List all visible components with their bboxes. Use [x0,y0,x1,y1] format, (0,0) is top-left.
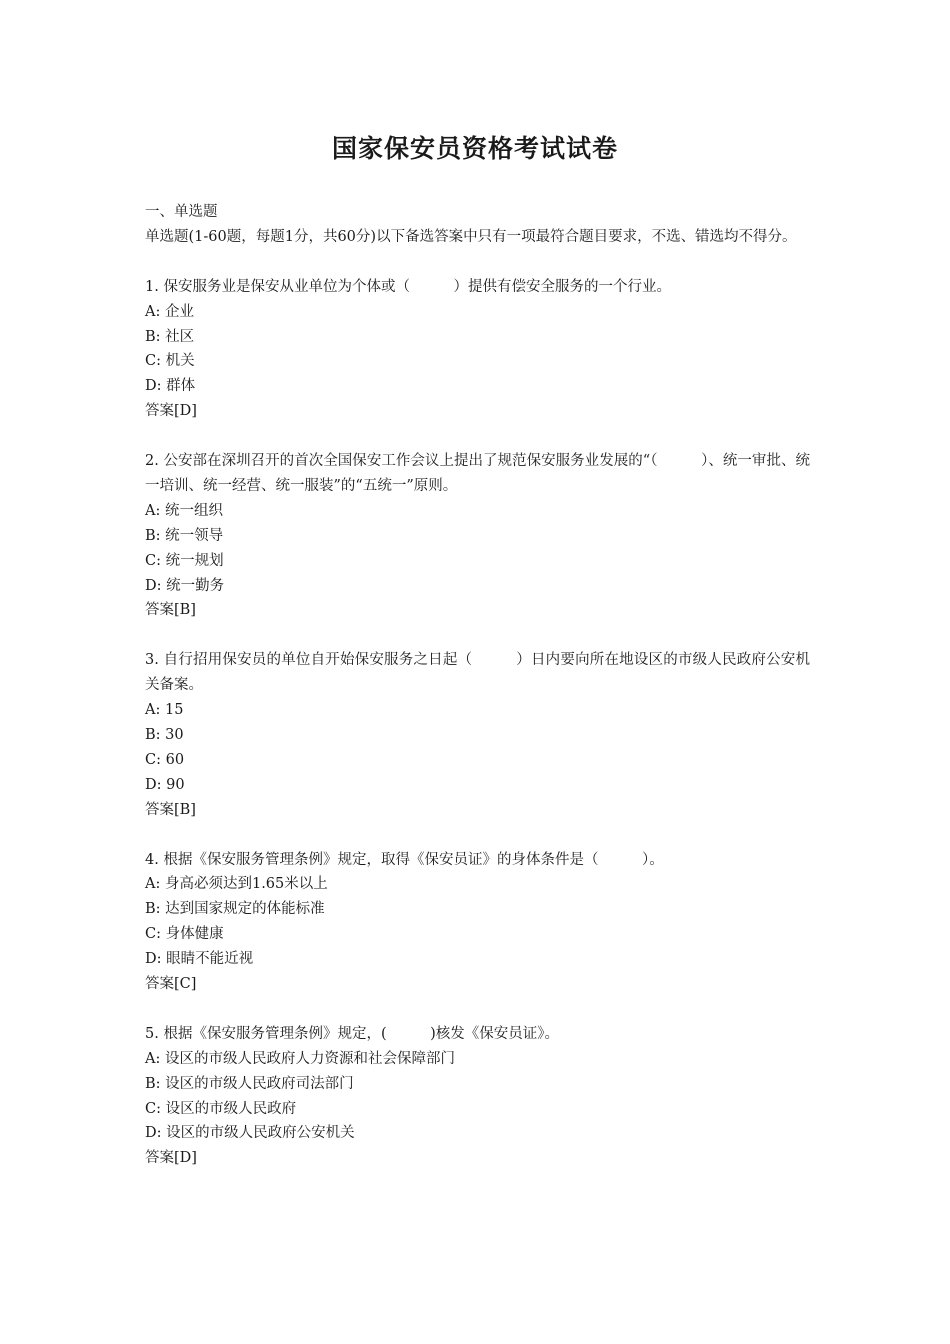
spacer [145,250,810,275]
question-stem: 4. 根据《保安服务管理条例》规定，取得《保安员证》的身体条件是（ ）。 [145,851,664,868]
document-title: 国家保安员资格考试试卷 [331,134,618,163]
question-stem: 1. 保安服务业是保安从业单位为个体或（ ）提供有偿安全服务的一个行业。 [145,278,671,295]
answer-line: 答案[D] [145,1150,197,1167]
question-block [145,1022,810,1171]
section-heading: 一、单选题 [145,204,218,220]
option-d: D: 统一勤务 [145,577,225,594]
option-c: C: 60 [145,751,185,768]
question-stem: 2. 公安部在深圳召开的首次全国保安工作会议上提出了规范保安服务业发展的“（ ）、统一审批、统一培训、统一经营、统一服装”的“五统一”原则。 [145,453,810,494]
option-d: D: 90 [145,776,185,793]
spacer [145,623,810,648]
spacer [145,997,810,1022]
option-b: B: 社区 [145,328,195,345]
option-a: A: 统一组织 [145,502,223,519]
question-stem: 5. 根据《保安服务管理条例》规定，( )核发《保安员证》。 [145,1025,560,1042]
option-b: B: 达到国家规定的体能标准 [145,901,325,918]
option-d: D: 设区的市级人民政府公安机关 [145,1125,355,1142]
option-a: A: 身高必须达到1.65米以上 [145,876,328,893]
option-c: C: 设区的市级人民政府 [145,1100,297,1117]
option-b: B: 统一领导 [145,527,224,544]
document-body [145,200,810,1171]
answer-line: 答案[D] [145,403,197,420]
answer-line: 答案[B] [145,801,196,818]
spacer [145,823,810,848]
question-block [145,848,810,997]
option-a: A: 企业 [145,303,194,320]
answer-line: 答案[C] [145,976,197,993]
option-a: A: 设区的市级人民政府人力资源和社会保障部门 [145,1050,455,1067]
question-block [145,275,810,424]
option-a: A: 15 [145,702,184,719]
option-c: C: 统一规划 [145,552,224,569]
option-c: C: 机关 [145,353,195,370]
spacer [145,424,810,449]
option-d: D: 眼睛不能近视 [145,951,254,968]
question-block [145,648,810,822]
question-stem: 3. 自行招用保安员的单位自开始保安服务之日起（ ）日内要向所在地设区的市级人民政府公安机关备案。 [145,652,810,694]
option-b: B: 30 [145,726,184,743]
question-block [145,449,810,623]
option-c: C: 身体健康 [145,926,224,943]
option-b: B: 设区的市级人民政府司法部门 [145,1075,354,1092]
option-d: D: 群体 [145,378,196,395]
section-intro: 单选题(1-60题，每题1分，共60分)以下备选答案中只有一项最符合题目要求，不选、错选均不得分。 [145,228,797,245]
answer-line: 答案[B] [145,602,196,619]
